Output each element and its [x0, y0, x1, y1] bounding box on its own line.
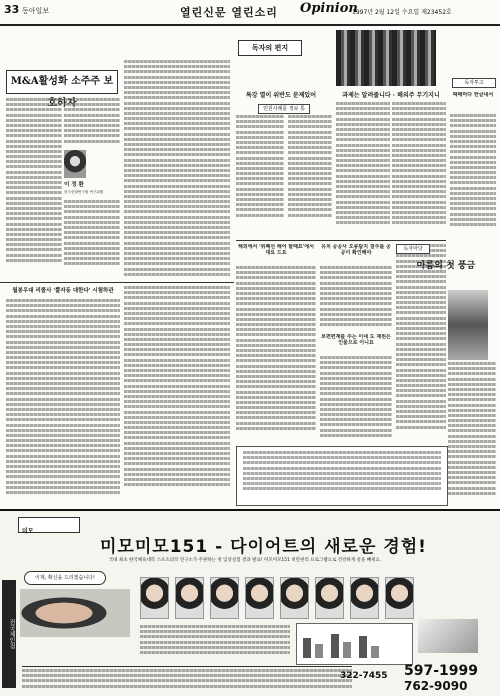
model-photo: [245, 577, 274, 619]
ad-side-label: 전국체인점: [2, 580, 16, 688]
model-photo: [315, 577, 344, 619]
left-headline: M&A활성화 소주주 보: [6, 70, 118, 94]
ad-balloon: 이제, 확신을 드리겠습니다!: [24, 571, 106, 585]
paper-name: 동아일보: [22, 7, 50, 15]
left-article-col1: [6, 98, 62, 268]
left-article-col2-top: [64, 98, 120, 148]
ad-chart-box: [296, 623, 413, 665]
divider: [0, 282, 234, 283]
model-photo: [385, 577, 414, 619]
divider: [236, 240, 446, 241]
letter1-text-b: [288, 115, 332, 225]
essay-illustration: [448, 290, 488, 360]
center-right-text: [396, 244, 446, 442]
right-reader-label: 때때마다 한글내서: [452, 92, 494, 98]
issue-date: 1997년 2월 12일 수요일 제23452호: [352, 9, 452, 16]
left-bottom-headline: 월봉우대 리콜사 '뿔자동 대한다' 시험하관: [12, 288, 114, 294]
model-photo: [140, 577, 169, 619]
mid-article-text: [124, 60, 230, 280]
right-top-tag: 독자투고: [452, 78, 496, 88]
left-bottom-text: [6, 299, 120, 504]
ad-phone-sub: 762-9090: [404, 679, 468, 693]
section-title: 열린신문 열린소리: [180, 6, 278, 19]
letter1-text-a: [236, 115, 284, 225]
section-brand: Opinion: [300, 1, 358, 16]
center-photo: [336, 30, 436, 86]
author-role: 한국증권연구원 연구위원: [64, 190, 104, 194]
letter5-title: 보편편재를 주는 이네 도 재원은 인물으로 이니요: [321, 334, 391, 346]
advertisement: [0, 509, 500, 696]
ad-headline: 미모미모151 - 다이어트의 새로운 경험!: [100, 537, 427, 557]
ad-body-text: [140, 625, 290, 661]
ad-contacts: [22, 666, 352, 695]
mid-bottom-text: [124, 286, 230, 504]
ad-phone-small: 322-7455: [340, 671, 388, 681]
ad-logo-box: [18, 517, 80, 533]
page-header: [0, 0, 500, 26]
left-article-col2-bottom: [64, 200, 120, 270]
letter2-text-b: [392, 102, 446, 236]
essay-title: 아름의 첫 풍금: [416, 261, 476, 271]
reader-letters-tab: 독자의 편지: [238, 40, 302, 56]
letter1-subtag: 민원사례를 정보 통: [258, 104, 310, 114]
letter2-title: 과제는 알려줍니다 · 해외주 무기지니: [342, 92, 440, 99]
right-top-text: [450, 114, 496, 236]
ad-subtext: 국내 최초 한국체육대학 스포츠의학 연구소가 주관하는 첫 임상실험 결과 발표! 미모미모151 비만관리 프로그램으로 건강하게 살을 빼세요.: [108, 558, 382, 563]
ad-logo-text: 미모: [22, 528, 34, 535]
info-box: [236, 446, 448, 506]
essay-text-right: [448, 362, 496, 504]
author-photo: [64, 150, 86, 178]
letter4-title: 유치 공공사 오류탐지 결주를 공공이 확인해야: [321, 244, 391, 256]
ad-exercise-photo: [20, 589, 130, 637]
model-photo: [210, 577, 239, 619]
page-number: 33: [4, 3, 20, 16]
letter5-text: [320, 356, 392, 442]
ad-product-photo: [418, 619, 478, 653]
model-photo: [350, 577, 379, 619]
letter4-text: [320, 266, 392, 330]
model-photo: [175, 577, 204, 619]
letter2-text-a: [336, 102, 390, 236]
letter1-title: 특강 열이 위반도 문제있어: [245, 92, 317, 99]
letter3-title: 해외에서 '위폐선 해어 할때요'에서 대요 드요: [238, 244, 314, 256]
letter3-text: [236, 266, 316, 442]
ad-phone-main: 597-1999: [404, 663, 478, 679]
essay-tag: 독자마당: [396, 244, 430, 254]
author-name: 이 정 환: [64, 182, 84, 188]
model-photo: [280, 577, 309, 619]
